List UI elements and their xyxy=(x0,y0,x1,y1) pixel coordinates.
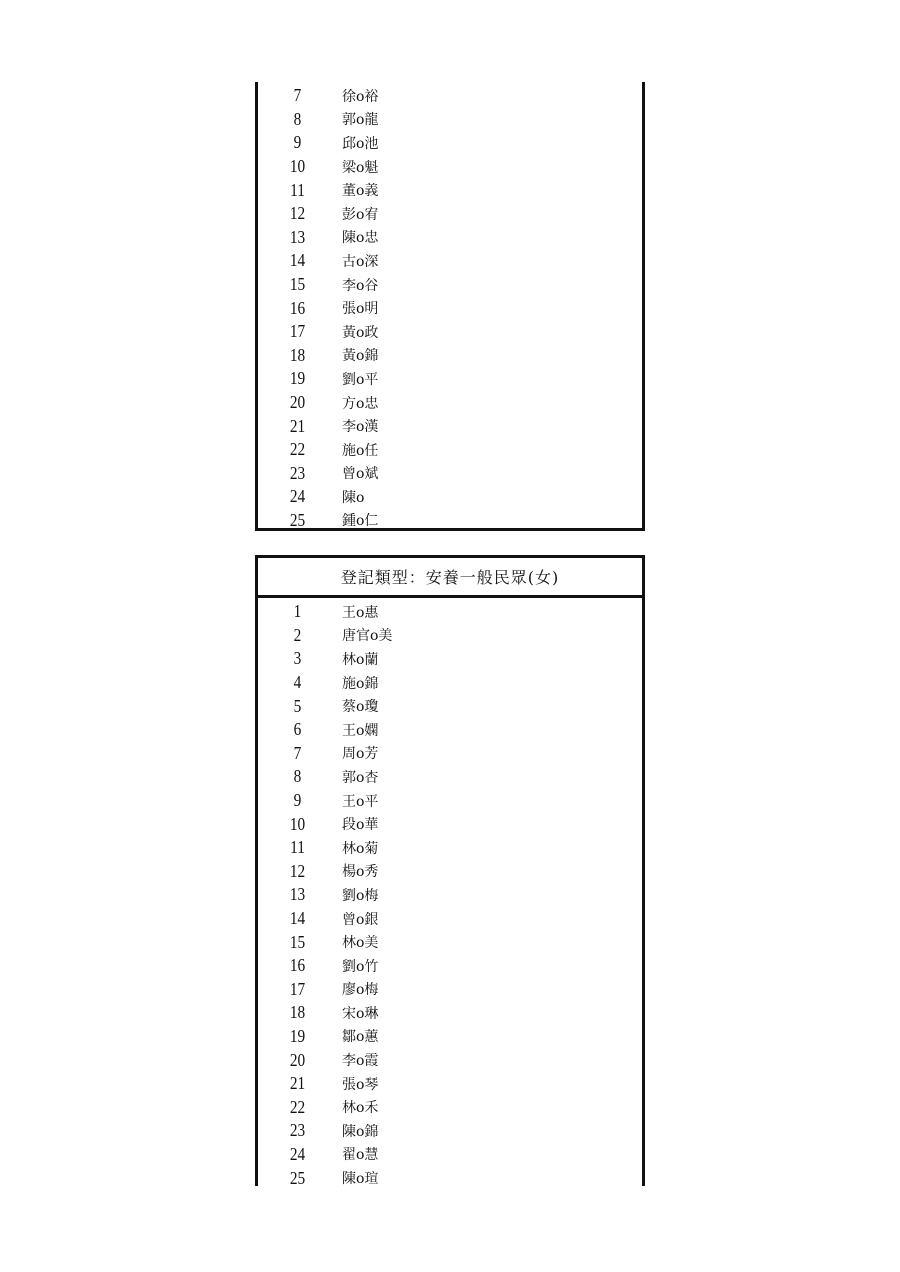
row-name: 周o芳 xyxy=(342,746,379,763)
table-row xyxy=(258,812,642,836)
row-number: 1 xyxy=(293,601,302,622)
table-header-registration-type: 登記類型：安養一般民眾(女) xyxy=(258,558,642,598)
row-name: 黃o錦 xyxy=(342,348,379,365)
row-number: 14 xyxy=(289,908,306,929)
row-name: 梁o魁 xyxy=(342,159,379,176)
table-row xyxy=(258,883,642,907)
row-number: 16 xyxy=(289,955,306,976)
row-number: 6 xyxy=(293,719,302,740)
row-name: 唐官o美 xyxy=(342,628,393,645)
row-number: 9 xyxy=(293,790,302,811)
table-row xyxy=(258,1166,642,1190)
table-row xyxy=(258,438,642,462)
row-name: 曾o銀 xyxy=(342,911,379,928)
table-row xyxy=(258,1095,642,1119)
table-row xyxy=(258,485,642,509)
row-number: 2 xyxy=(293,624,302,645)
row-number: 8 xyxy=(293,766,302,787)
table-row xyxy=(258,367,642,391)
row-name: 邱o池 xyxy=(342,135,379,152)
table-row xyxy=(258,718,642,742)
table-row xyxy=(258,202,642,226)
row-number: 25 xyxy=(289,509,306,530)
row-name: 楊o秀 xyxy=(342,864,379,881)
row-name: 陳o忠 xyxy=(342,230,379,247)
row-name: 彭o宥 xyxy=(342,206,379,223)
table-row xyxy=(258,742,642,766)
row-number: 11 xyxy=(290,179,305,200)
table-row xyxy=(258,1025,642,1049)
table-row xyxy=(258,1001,642,1025)
row-name: 宋o琳 xyxy=(342,1005,379,1022)
row-number: 9 xyxy=(293,132,302,153)
row-number: 12 xyxy=(289,860,306,881)
table-body xyxy=(258,598,642,1190)
row-number: 24 xyxy=(289,1143,306,1164)
row-number: 19 xyxy=(289,368,306,389)
row-number: 4 xyxy=(293,672,302,693)
row-name: 王o嫻 xyxy=(342,722,379,739)
row-number: 10 xyxy=(289,156,306,177)
row-name: 陳o錦 xyxy=(342,1123,379,1140)
row-number: 23 xyxy=(289,462,306,483)
row-name: 李o霞 xyxy=(342,1053,379,1070)
table-row xyxy=(258,647,642,671)
row-name: 郭o杏 xyxy=(342,769,379,786)
row-name: 張o琴 xyxy=(342,1076,379,1093)
row-number: 17 xyxy=(289,321,306,342)
row-number: 15 xyxy=(289,274,306,295)
row-number: 3 xyxy=(293,648,302,669)
row-name: 施o任 xyxy=(342,442,379,459)
table-row xyxy=(258,320,642,344)
row-number: 24 xyxy=(289,486,306,507)
row-name: 黃o政 xyxy=(342,324,379,341)
row-number: 22 xyxy=(289,1096,306,1117)
row-number: 12 xyxy=(289,203,306,224)
table-row xyxy=(258,765,642,789)
table-row xyxy=(258,694,642,718)
registration-table-elderly-female xyxy=(255,555,645,1186)
row-number: 25 xyxy=(289,1167,306,1188)
table-row xyxy=(258,1119,642,1143)
table-row xyxy=(258,226,642,250)
table-row xyxy=(258,84,642,108)
row-name: 林o美 xyxy=(342,935,379,952)
row-number: 8 xyxy=(293,108,302,129)
row-name: 徐o裕 xyxy=(342,88,379,105)
row-name: 方o忠 xyxy=(342,395,379,412)
table-row xyxy=(258,1143,642,1167)
row-name: 王o惠 xyxy=(342,604,379,621)
row-name: 劉o竹 xyxy=(342,958,379,975)
row-name: 王o平 xyxy=(342,793,379,810)
row-number: 7 xyxy=(293,85,302,106)
table-row xyxy=(258,155,642,179)
row-number: 21 xyxy=(289,415,306,436)
row-name: 劉o梅 xyxy=(342,887,379,904)
row-number: 13 xyxy=(289,884,306,905)
row-number: 10 xyxy=(289,813,306,834)
row-number: 7 xyxy=(293,742,302,763)
table-row xyxy=(258,954,642,978)
row-name: 李o谷 xyxy=(342,277,379,294)
row-name: 陳o瑄 xyxy=(342,1171,379,1188)
row-number: 22 xyxy=(289,439,306,460)
row-name: 鄒o蕙 xyxy=(342,1029,379,1046)
row-name: 郭o龍 xyxy=(342,112,379,129)
table-row xyxy=(258,930,642,954)
table-row xyxy=(258,836,642,860)
row-number: 20 xyxy=(289,1049,306,1070)
row-name: 鍾o仁 xyxy=(342,513,379,530)
row-name: 林o蘭 xyxy=(342,651,379,668)
row-name: 施o錦 xyxy=(342,675,379,692)
row-name: 張o明 xyxy=(342,301,379,318)
row-name: 曾o斌 xyxy=(342,466,379,483)
row-number: 14 xyxy=(289,250,306,271)
row-number: 23 xyxy=(289,1120,306,1141)
row-number: 13 xyxy=(289,226,306,247)
table-row xyxy=(258,108,642,132)
row-number: 18 xyxy=(289,1002,306,1023)
row-number: 21 xyxy=(289,1073,306,1094)
table-row xyxy=(258,462,642,486)
table-row xyxy=(258,624,642,648)
table-row xyxy=(258,600,642,624)
table-row xyxy=(258,273,642,297)
table-row xyxy=(258,789,642,813)
table-row xyxy=(258,414,642,438)
row-name: 陳o xyxy=(342,489,365,506)
row-number: 11 xyxy=(290,837,305,858)
row-number: 15 xyxy=(289,931,306,952)
row-name: 林o禾 xyxy=(342,1100,379,1117)
table-row xyxy=(258,344,642,368)
row-name: 李o漢 xyxy=(342,419,379,436)
table-row xyxy=(258,978,642,1002)
table-row xyxy=(258,296,642,320)
table-row xyxy=(258,1048,642,1072)
row-number: 18 xyxy=(289,344,306,365)
row-number: 17 xyxy=(289,978,306,999)
row-name: 蔡o瓊 xyxy=(342,699,379,716)
row-name: 翟o慧 xyxy=(342,1147,379,1164)
table-row xyxy=(258,1072,642,1096)
table-row xyxy=(258,131,642,155)
registration-table-continued xyxy=(255,82,645,531)
row-number: 16 xyxy=(289,297,306,318)
row-name: 林o菊 xyxy=(342,840,379,857)
row-number: 5 xyxy=(293,695,302,716)
table-body xyxy=(258,82,642,532)
row-number: 19 xyxy=(289,1025,306,1046)
row-name: 廖o梅 xyxy=(342,982,379,999)
row-name: 段o華 xyxy=(342,817,379,834)
table-row xyxy=(258,860,642,884)
table-row xyxy=(258,907,642,931)
table-row xyxy=(258,249,642,273)
table-row xyxy=(258,671,642,695)
table-row xyxy=(258,509,642,533)
table-row xyxy=(258,391,642,415)
table-row xyxy=(258,178,642,202)
row-name: 劉o平 xyxy=(342,371,379,388)
row-name: 古o深 xyxy=(342,253,379,270)
row-number: 20 xyxy=(289,392,306,413)
row-name: 董o義 xyxy=(342,183,379,200)
